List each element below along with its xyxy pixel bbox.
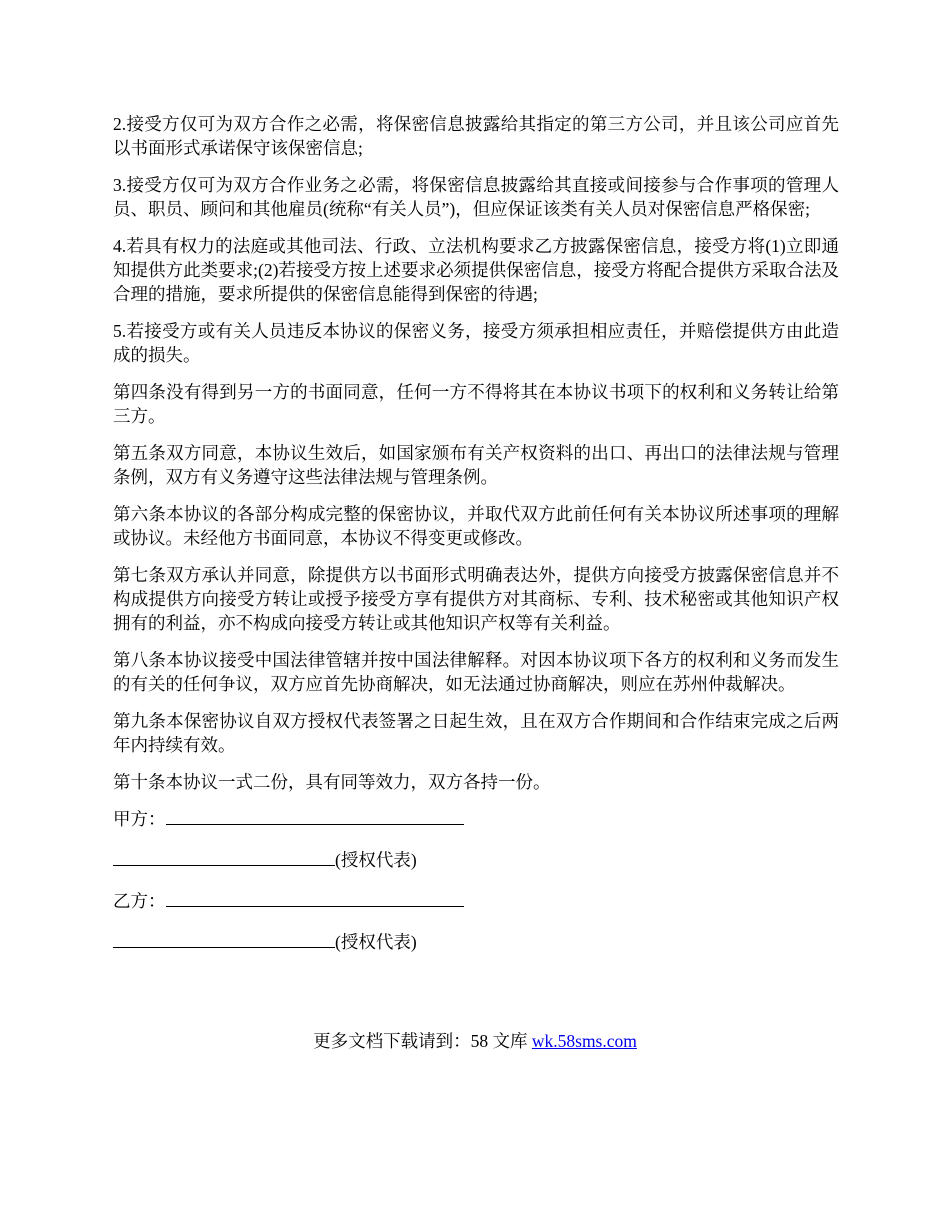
article-paragraph: 第八条本协议接受中国法律管辖并按中国法律解释。对因本协议项下各方的权利和义务而发生的有关的任何争议，双方应首先协商解决，如无法通过协商解决，则应在苏州仲裁解决。 [113, 650, 839, 694]
footer-text: 更多文档下载请到：58 文库 [313, 1031, 532, 1051]
article-paragraph: 第六条本协议的各部分构成完整的保密协议，并取代双方此前任何有关本协议所述事项的理解或协议。未经他方书面同意，本协议不得变更或修改。 [113, 504, 839, 548]
document-body [113, 112, 839, 971]
party-a-label: 甲方： [113, 809, 166, 829]
party-a-blank [166, 807, 464, 825]
article-paragraph: 第七条双方承认并同意，除提供方以书面形式明确表达外，提供方向接受方披露保密信息并不构成提供方向接受方转让或授予接受方享有提供方对其商标、专利、技术秘密或其他知识产权拥有的利益，亦不构成向接受方转让或其他知识产权等有关利益。 [113, 565, 839, 633]
article-paragraph: 第十条本协议一式二份，具有同等效力，双方各持一份。 [113, 772, 551, 792]
party-a-signature-line [113, 807, 839, 831]
party-b-blank [166, 889, 464, 907]
clause-paragraph: 5.若接受方或有关人员违反本协议的保密义务，接受方须承担相应责任，并赔偿提供方由此造成的损失。 [113, 321, 839, 365]
party-b-rep-label: (授权代表) [335, 932, 417, 952]
article-paragraph: 第四条没有得到另一方的书面同意，任何一方不得将其在本协议书项下的权利和义务转让给第三方。 [113, 382, 839, 426]
article-paragraph: 第五条双方同意，本协议生效后，如国家颁布有关产权资料的出口、再出口的法律法规与管理条例，双方有义务遵守这些法律法规与管理条例。 [113, 443, 839, 487]
party-a-representative-line [113, 848, 839, 872]
clause-paragraph: 3.接受方仅可为双方合作业务之必需，将保密信息披露给其直接或间接参与合作事项的管理人员、职员、顾问和其他雇员(统称“有关人员”)，但应保证该类有关人员对保密信息严格保密; [113, 175, 839, 219]
party-b-label: 乙方： [113, 891, 166, 911]
article-paragraph: 第九条本保密协议自双方授权代表签署之日起生效，且在双方合作期间和合作结束完成之后两年内持续有效。 [113, 711, 839, 755]
download-footer [0, 1029, 950, 1053]
footer-link[interactable]: wk.58sms.com [531, 1031, 637, 1051]
clause-paragraph: 2.接受方仅可为双方合作之必需，将保密信息披露给其指定的第三方公司，并且该公司应首先以书面形式承诺保守该保密信息; [113, 114, 839, 158]
party-b-representative-line [113, 930, 839, 954]
party-b-rep-blank [113, 930, 335, 948]
party-a-rep-label: (授权代表) [335, 850, 417, 870]
party-b-signature-line [113, 889, 839, 913]
clause-paragraph: 4.若具有权力的法庭或其他司法、行政、立法机构要求乙方披露保密信息，接受方将(1)立即通知提供方此类要求;(2)若接受方按上述要求必须提供保密信息，接受方将配合提供方采取合法及合理的措施，要求所提供的保密信息能得到保密的待遇; [113, 236, 839, 304]
party-a-rep-blank [113, 848, 335, 866]
